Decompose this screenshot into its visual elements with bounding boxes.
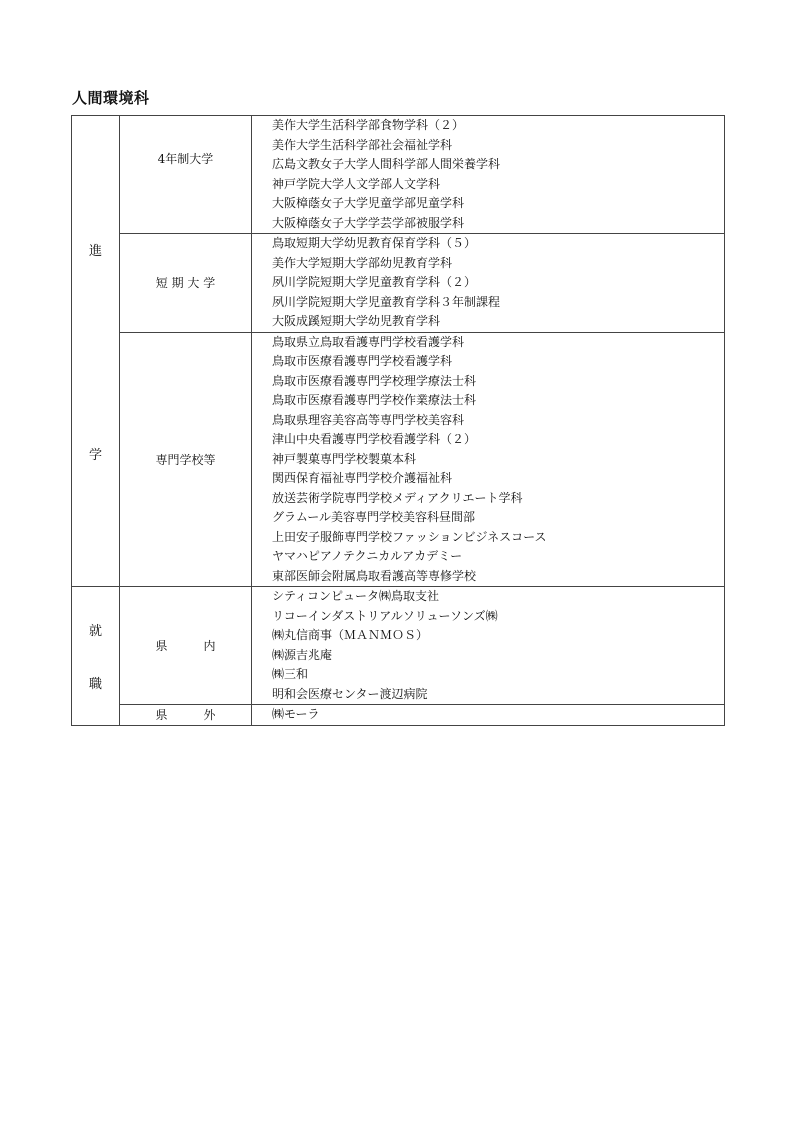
list-item: ㈱丸信商事（ＭＡＮＭＯＳ）: [272, 628, 429, 642]
school-list-cell: [252, 116, 725, 234]
list-item: ヤマハピアノテクニカルアカデミー: [272, 549, 463, 563]
list-item: リコーインダストリアルソリューソンズ㈱: [272, 608, 498, 623]
list-item: 津山中央看護専門学校看護学科（２）: [272, 432, 477, 446]
table-row: [72, 705, 725, 726]
category-label: 県 外: [155, 708, 216, 723]
advancement-label: [72, 116, 120, 587]
list-item: 美作大学短期大学部幼児教育学科: [272, 255, 453, 270]
list-item: 大阪樟蔭女子大学学芸学部被服学科: [272, 215, 465, 230]
list-item: 上田安子服飾専門学校ファッションビジネスコース: [272, 529, 547, 544]
list-item: 夙川学院短期大学児童教育学科３年制課程: [272, 294, 501, 309]
school-list-cell: [252, 332, 725, 587]
list-item: 夙川学院短期大学児童教育学科（２）: [272, 275, 477, 289]
category-cell: [120, 116, 252, 234]
category-label: 県 内: [155, 639, 216, 653]
category-cell: [120, 587, 252, 705]
list-item: 鳥取県立鳥取看護専門学校看護学科: [272, 334, 465, 349]
list-item: ㈱三和: [272, 667, 309, 681]
list-item: 鳥取県理容美容高等専門学校美容科: [272, 412, 465, 427]
list-item: 美作大学生活科学部食物学科（２）: [272, 118, 465, 132]
list-item: 関西保育福祉専門学校介護福祉科: [272, 471, 453, 485]
list-item: ㈱源吉兆庵: [272, 647, 333, 662]
category-cell: [120, 705, 252, 726]
list-item: 大阪樟蔭女子大学児童学部児童学科: [272, 196, 465, 210]
list-item: 明和会医療センター渡辺病院: [272, 686, 428, 701]
category-cell: [120, 234, 252, 333]
list-item: 放送芸術学院専門学校メディアクリエート学科: [272, 490, 523, 505]
list-item: 神戸学院大学人文学部人文学科: [272, 176, 441, 191]
table-row: [72, 332, 725, 587]
list-item: 鳥取市医療看護専門学校看護学科: [272, 354, 453, 368]
employment-label-top: 就: [88, 623, 102, 639]
table-row: [72, 587, 725, 705]
category-cell: [120, 332, 252, 587]
destinations-table: [71, 115, 725, 726]
list-item: ㈱モーラ: [272, 707, 320, 721]
advancement-label-bottom: 学: [88, 447, 102, 463]
school-list-cell: [252, 234, 725, 333]
category-label: 専門学校等: [155, 452, 216, 467]
table-row: [72, 234, 725, 333]
list-item: 神戸製菓専門学校製菓本科: [272, 451, 417, 466]
list-item: 東部医師会附属鳥取看護高等専修学校: [272, 568, 477, 583]
category-label: 4年制大学: [157, 152, 214, 166]
page-title: 人間環境科: [72, 89, 150, 107]
list-item: 大阪成蹊短期大学幼児教育学科: [272, 314, 441, 328]
company-list-cell: [252, 705, 725, 726]
list-item: 鳥取市医療看護専門学校作業療法士科: [272, 393, 477, 407]
list-item: 美作大学生活科学部社会福祉学科: [272, 137, 453, 152]
list-item: グラムール美容専門学校美容科昼間部: [272, 510, 476, 524]
list-item: 鳥取市医療看護専門学校理学療法士科: [272, 373, 477, 388]
list-item: 広島文教女子大学人間科学部人間栄養学科: [272, 157, 501, 171]
list-item: シティコンピュータ㈱鳥取支社: [272, 589, 440, 603]
table-row: [72, 116, 725, 234]
company-list-cell: [252, 587, 725, 705]
employment-label: [72, 587, 120, 726]
category-label: 短 期 大 学: [155, 276, 216, 291]
employment-label-bottom: 職: [88, 676, 102, 692]
list-item: 鳥取短期大学幼児教育保育学科（５）: [272, 236, 477, 250]
advancement-label-top: 進: [88, 243, 102, 259]
